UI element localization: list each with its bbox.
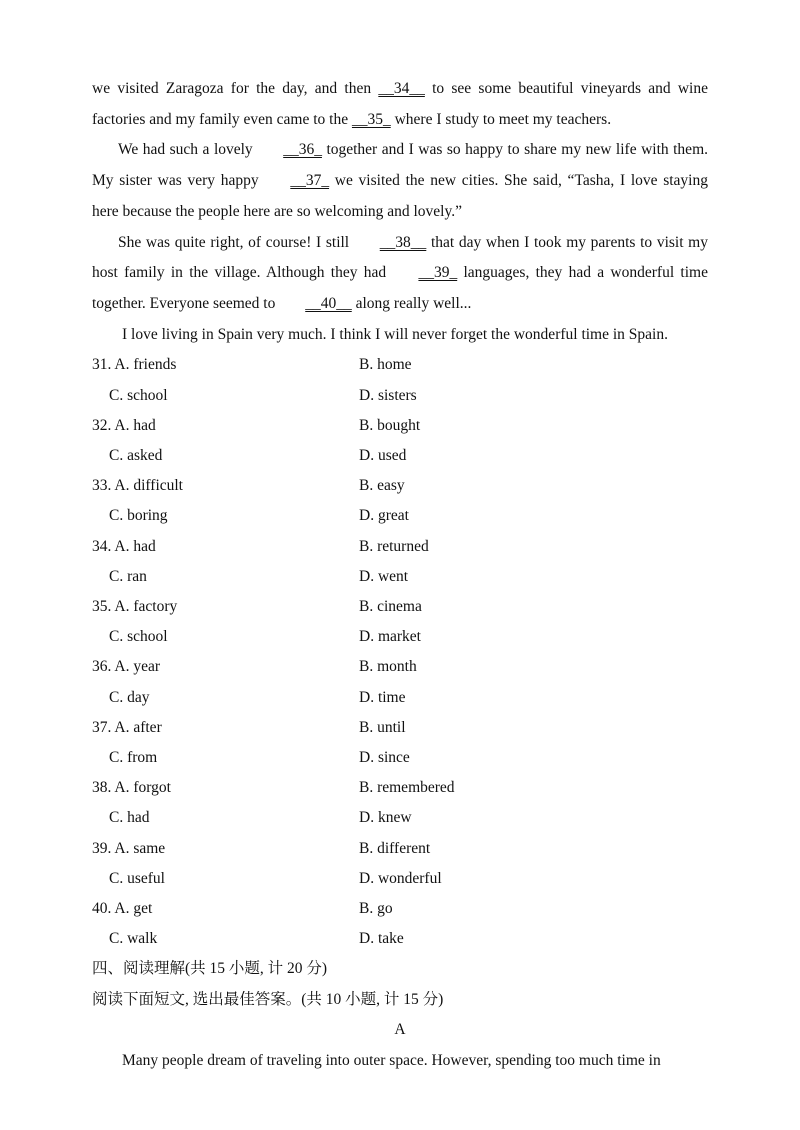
passage-text: We had such a lovely bbox=[118, 141, 258, 159]
option-a: 38. A. forgot bbox=[92, 779, 171, 797]
option-c: C. useful bbox=[109, 869, 165, 887]
question-option-row bbox=[92, 834, 708, 864]
exam-page bbox=[92, 74, 708, 1077]
option-d: D. sisters bbox=[359, 386, 417, 404]
option-d: D. wonderful bbox=[359, 869, 442, 887]
question-option-row bbox=[92, 501, 708, 531]
option-d: D. used bbox=[359, 446, 407, 464]
passage-text: we visited the new cities. She said, “Tasha, I love staying here because the people here are so welcoming and lovely.” bbox=[92, 172, 708, 220]
option-c: C. from bbox=[109, 748, 158, 766]
option-a: 37. A. after bbox=[92, 718, 162, 736]
option-c: C. ran bbox=[109, 567, 147, 585]
question-option-row bbox=[92, 562, 708, 592]
answer-blank: __35_ bbox=[351, 110, 391, 128]
option-b: B. month bbox=[359, 658, 417, 676]
question-option-row bbox=[92, 713, 708, 743]
passage-text: we visited Zaragoza for the day, and then bbox=[92, 80, 379, 97]
answer-blank: __40__ bbox=[305, 294, 352, 312]
option-b: B. home bbox=[359, 356, 412, 374]
passage-label: A bbox=[394, 1021, 406, 1039]
question-option-row bbox=[92, 894, 708, 924]
question-option-row bbox=[92, 381, 708, 411]
passage-text: together and I was so happy to share my new life with them. My sister was very happy bbox=[92, 141, 708, 190]
question-option-row bbox=[92, 864, 708, 894]
answer-blank: __37_ bbox=[290, 172, 330, 190]
passage-text: I love living in Spain very much. I think I will never forget the wonderful time in Spain. bbox=[122, 325, 668, 343]
option-c: C. walk bbox=[109, 930, 158, 948]
question-option-row bbox=[92, 411, 708, 441]
option-b: B. go bbox=[359, 899, 393, 917]
question-option-row bbox=[92, 652, 708, 682]
option-b: B. remembered bbox=[359, 779, 455, 797]
passage-text: She was quite right, of course! I still bbox=[118, 233, 354, 251]
question-option-row bbox=[92, 622, 708, 652]
option-a: 36. A. year bbox=[92, 658, 161, 676]
passage-text: along really well... bbox=[351, 294, 472, 312]
option-c: C. day bbox=[109, 688, 150, 706]
reading-first-line: Many people dream of traveling into outer space. However, spending too much time in bbox=[122, 1051, 661, 1069]
option-b: B. different bbox=[359, 839, 431, 857]
section-heading: 四、阅读理解(共 15 小题, 计 20 分) bbox=[92, 960, 328, 978]
option-a: 33. A. difficult bbox=[92, 477, 183, 495]
question-option-row bbox=[92, 924, 708, 954]
option-b: B. easy bbox=[359, 477, 405, 495]
option-c: C. had bbox=[109, 809, 150, 827]
option-d: D. great bbox=[359, 507, 409, 525]
option-a: 31. A. friends bbox=[92, 356, 177, 374]
option-a: 34. A. had bbox=[92, 537, 156, 555]
option-d: D. went bbox=[359, 567, 409, 585]
passage-text: where I study to meet my teachers. bbox=[390, 110, 612, 128]
passage-text: languages, they had a wonderful time together. Everyone seemed to bbox=[92, 264, 708, 312]
answer-blank: __39_ bbox=[418, 264, 458, 282]
option-d: D. knew bbox=[359, 809, 412, 827]
question-option-row bbox=[92, 471, 708, 501]
passage-paragraph bbox=[92, 135, 708, 227]
question-option-row bbox=[92, 743, 708, 773]
option-b: B. cinema bbox=[359, 597, 422, 615]
option-a: 32. A. had bbox=[92, 416, 156, 434]
option-b: B. until bbox=[359, 718, 406, 736]
question-option-row bbox=[92, 350, 708, 380]
question-option-row bbox=[92, 803, 708, 833]
answer-blank: __38__ bbox=[379, 233, 427, 251]
passage-paragraph bbox=[92, 74, 708, 135]
question-option-row bbox=[92, 532, 708, 562]
option-c: C. boring bbox=[109, 507, 168, 525]
option-c: C. school bbox=[109, 628, 168, 646]
option-d: D. take bbox=[359, 930, 404, 948]
option-b: B. returned bbox=[359, 537, 429, 555]
passage-paragraph bbox=[92, 320, 708, 351]
option-a: 39. A. same bbox=[92, 839, 166, 857]
question-list bbox=[92, 350, 708, 954]
option-b: B. bought bbox=[359, 416, 421, 434]
passage-text: that day when I took my parents to visit my host family in the village. Although they had bbox=[92, 233, 708, 282]
option-d: D. market bbox=[359, 628, 421, 646]
option-d: D. since bbox=[359, 748, 410, 766]
question-option-row bbox=[92, 773, 708, 803]
option-d: D. time bbox=[359, 688, 406, 706]
answer-blank: __34__ bbox=[378, 80, 425, 97]
passage-text: to see some beautiful vineyards and wine factories and my family even came to the bbox=[92, 80, 708, 128]
option-c: C. asked bbox=[109, 446, 163, 464]
passage-paragraph bbox=[92, 228, 708, 320]
answer-blank: __36_ bbox=[283, 141, 322, 159]
option-c: C. school bbox=[109, 386, 168, 404]
option-a: 40. A. get bbox=[92, 899, 153, 917]
question-option-row bbox=[92, 683, 708, 713]
question-option-row bbox=[92, 592, 708, 622]
question-option-row bbox=[92, 441, 708, 471]
section-instruction: 阅读下面短文, 选出最佳答案。(共 10 小题, 计 15 分) bbox=[92, 990, 444, 1008]
option-a: 35. A. factory bbox=[92, 597, 178, 615]
cloze-passage bbox=[92, 74, 708, 350]
